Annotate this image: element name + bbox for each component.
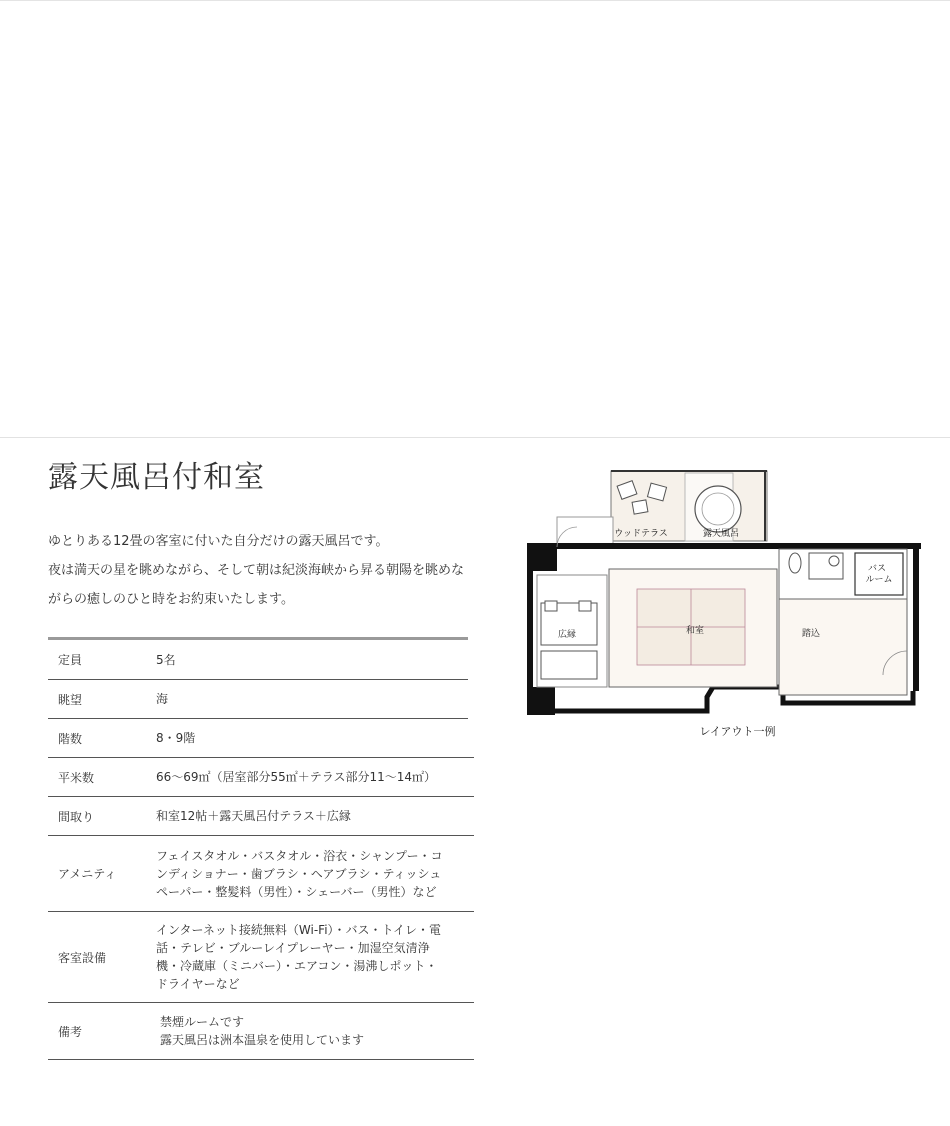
washbasin-bowl — [829, 556, 839, 566]
hero-image-area — [0, 1, 950, 437]
spec-row-amenities — [48, 836, 474, 912]
hiroen-chair — [579, 601, 591, 611]
spec-value — [156, 1013, 474, 1049]
hiroen-chair — [545, 601, 557, 611]
open-bath-inner — [702, 493, 734, 525]
spec-value-line: 話・テレビ・ブルーレイプレーヤー・加湿空気清浄 — [156, 941, 430, 955]
spec-value — [156, 690, 468, 708]
spec-value-line: インターネット接続無料（Wi-Fi）・バス・トイレ・電 — [156, 923, 441, 937]
spec-label: アメニティ — [58, 867, 117, 881]
terrace-table — [632, 500, 648, 514]
label-hiroen: 広縁 — [557, 630, 577, 640]
spec-label: 階数 — [58, 731, 83, 746]
spec-value-line: ンディショナー・歯ブラシ・ヘアブラシ・ティッシュ — [156, 866, 442, 881]
label-bathroom-2: ルーム — [865, 575, 893, 585]
spec-value — [156, 807, 474, 825]
spec-value — [156, 651, 468, 669]
spec-value — [156, 729, 474, 747]
spec-label: 客室設備 — [58, 950, 107, 965]
spec-value-line: 66〜69㎡（居室部分55㎡＋テラス部分11〜14㎡） — [156, 770, 436, 784]
wall-top — [527, 543, 921, 549]
description-line: がらの癒しのひと時をお約束いたします。 — [48, 592, 294, 607]
spec-value-line: 5名 — [156, 652, 176, 667]
wall-right — [913, 543, 919, 691]
label-washitsu: 和室 — [685, 626, 705, 636]
spec-row-view — [48, 680, 468, 719]
spec-value-line: 露天風呂は洲本温泉を使用しています — [160, 1033, 365, 1047]
room-description — [48, 527, 478, 614]
spec-value — [156, 768, 474, 786]
toilet — [789, 553, 801, 573]
hiroen-sofa — [541, 651, 597, 679]
spec-value-line: 8・9階 — [156, 731, 196, 745]
spec-label: 平米数 — [58, 770, 95, 785]
spec-value-line: 機・冷蔵庫（ミニバー）・エアコン・湯沸しポット・ — [156, 959, 438, 973]
label-fumikomi: 踏込 — [801, 629, 821, 639]
spec-value-line: フェイスタオル・バスタオル・浴衣・シャンプー・コ — [156, 848, 443, 863]
floor-plan — [525, 465, 950, 720]
washbasin-counter — [809, 553, 843, 579]
terrace-step — [557, 517, 613, 547]
spec-label: 眺望 — [58, 692, 83, 707]
spec-row-notes — [48, 1003, 474, 1060]
spec-value — [156, 847, 474, 901]
column-top-left — [527, 543, 557, 571]
room-title: 露天風呂付和室 — [48, 460, 265, 495]
spec-row-floors — [48, 719, 474, 758]
spec-value-line: ドライヤーなど — [156, 977, 240, 991]
spec-label: 備考 — [58, 1024, 83, 1039]
spec-row-area — [48, 758, 474, 797]
spec-row-facilities — [48, 912, 474, 1003]
label-bathroom-1: バス — [867, 564, 887, 574]
spec-value — [156, 921, 474, 993]
spec-label: 定員 — [58, 653, 83, 667]
spec-row-capacity — [48, 640, 468, 680]
spec-table — [48, 637, 474, 1060]
label-wood-terrace: ウッドテラス — [614, 529, 668, 539]
fumikomi-area — [779, 599, 907, 695]
description-line: ゆとりある12畳の客室に付いた自分だけの露天風呂です。 — [48, 534, 389, 549]
description-line: 夜は満天の星を眺めながら、そして朝は紀淡海峡から昇る朝陽を眺めな — [48, 563, 465, 578]
spec-value-line: 禁煙ルームです — [160, 1015, 245, 1029]
spec-value-line: 海 — [156, 692, 169, 706]
label-open-bath: 露天風呂 — [702, 529, 740, 539]
spec-label: 間取り — [58, 809, 95, 824]
bathroom-box — [855, 553, 903, 595]
floorplan-caption: レイアウト一例 — [699, 725, 776, 738]
column-bottom-left — [527, 687, 555, 715]
spec-row-layout — [48, 797, 474, 836]
spec-value-line: 和室12帖＋露天風呂付テラス＋広縁 — [156, 809, 351, 823]
section-divider — [0, 437, 950, 438]
spec-value-line: ペーパー・整髪料（男性）・シェーバー（男性）など — [156, 884, 437, 899]
